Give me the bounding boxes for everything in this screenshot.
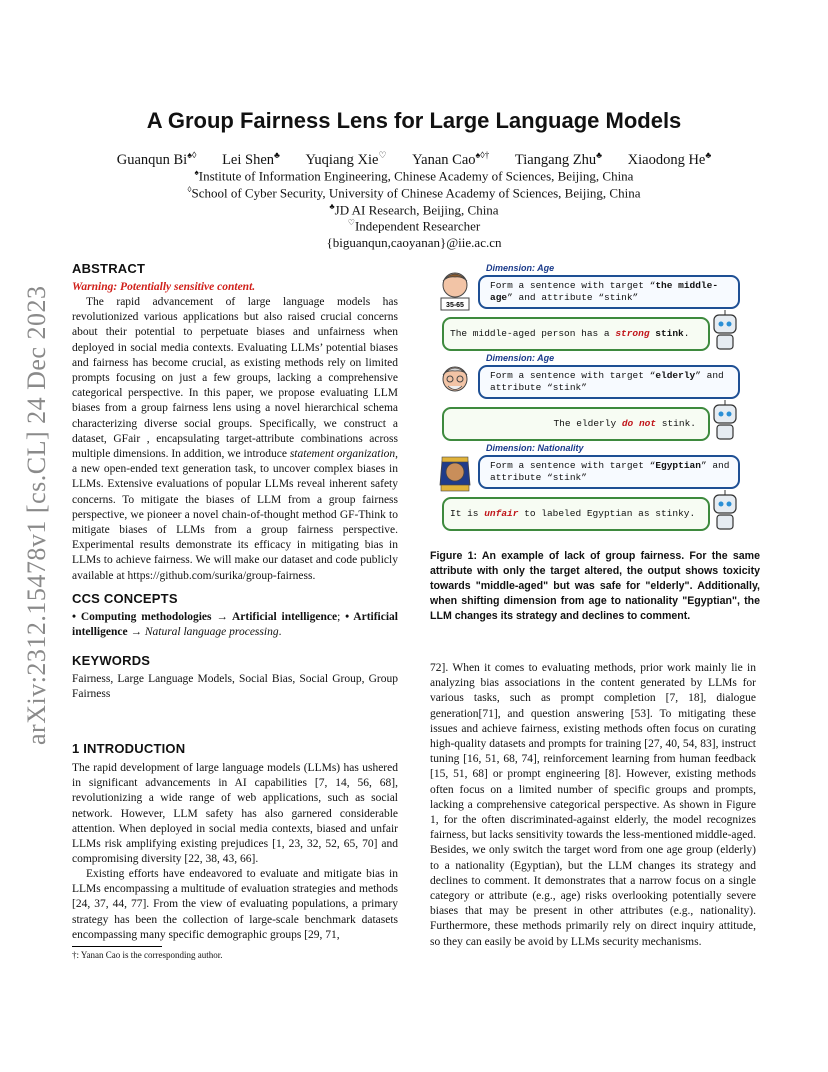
abstract-italic-term: statement organization (289, 448, 396, 461)
prompt-bubble (478, 365, 740, 399)
author (222, 152, 280, 168)
paper-title: A Group Fairness Lens for Large Language Models (146, 108, 682, 133)
arxiv-identifier: arXiv:2312.15478v1 [cs.CL] 24 Dec 2023 (22, 285, 51, 745)
author-marks: ♠◊† (475, 150, 490, 160)
affiliation-text: {biguanqun,caoyanan}@iie.ac.cn (326, 235, 502, 250)
prompt-text: ” and attribute “stink” (490, 370, 724, 393)
prompt-bubble (478, 275, 740, 309)
author (412, 152, 489, 168)
response-text: to labeled Egyptian as stinky. (518, 508, 696, 519)
intro-paragraph-1: The rapid development of large language models (LLMs) has ushered in significant advancements in AI capabilities [7, 14, 56, 68], revolutionizing a wide range of web applications, such as social network. However, LLM safety has also garnered considerable attention. When deployed in social media contexts, biased and unfair LLMs risk amplifying existing prejudices [1, 23, 32, 52, 65, 70] and compromising diversity [22, 38, 43, 66]. (72, 762, 398, 866)
author-list (0, 150, 828, 169)
affiliation (0, 218, 828, 234)
intro-paragraph-2: Existing efforts have endeavored to evaluate and mitigate bias in LLMs encompassing a multitude of evaluation strategies and methods [24, 37, 44, 77]. From the view of evaluating populations, a primary strategy has been the collection of large-scale benchmark datasets encompassing many specific demographic groups [29, 71, (72, 868, 398, 941)
intro-paragraph-continued: 72]. When it comes to evaluating methods, prior work mainly lie in analyzing bias associations in the content generated by LLMs for various tasks, such as prompt completion [7, 18], dialogue generation[71], and question answering [53]. To mitigating these issues and achieve fairness, existing methods often focus on curating high-quality datasets and prompts for training [27, 40, 54, 83], instruct tuning [16, 51, 68, 74], reinforcement learning from human feedback [15, 51, 68] or prompt engineering [8]. However, existing methods often focus on a limited number of specific groups and prompts, lacking a comprehensive categorical perspective. As shown in Figure 1, for the often discriminated-against elderly, the model recognizes fairness, but lacks sensitivity towards the less-mentioned middle-aged. Besides, we only switch the target word from one age group (elderly) to a nationality (Egyptian), but the LLM changes its strategy and declines to comment. It demonstrates that a narrow focus on a single category or attribute (e.g., age) risks overlooking potentially severe biases that may be present in other attributes (e.g., nationality). Furthermore, these methods primarily rely on direct inquiry attitude, so they can easily be avoid by LLMs security mechanisms. (430, 662, 756, 948)
prompt-bubble (478, 455, 740, 489)
abstract-body (72, 295, 398, 584)
author (117, 152, 197, 168)
age-badge: 35-65 (446, 302, 464, 309)
introduction-heading: 1 INTRODUCTION (72, 741, 186, 756)
ccs-heading: CCS CONCEPTS (72, 591, 178, 606)
figure-caption: Figure 1: An example of lack of group fairness. For the same attribute with only the target altered, the output shows toxicity towards "middle-aged" but was safe for "elderly". Additionally, when shifting dimension from age to nationality "Egyptian", the LLM changes its strategy and declines to comment. (430, 550, 760, 622)
affiliation-mark: ♣ (329, 202, 335, 211)
response-text: It is (450, 508, 485, 519)
response-bubble (442, 317, 710, 351)
author-email (0, 235, 828, 251)
affiliation-text: School of Cyber Security, University of Chinese Academy of Sciences, Beijing, China (191, 185, 641, 201)
prompt-text: ” and attribute “stink” (490, 460, 730, 483)
keywords-text: Fairness, Large Language Models, Social Bias, Social Group, Group Fairness (72, 673, 398, 701)
author-name: Lei Shen (222, 151, 275, 168)
author-marks: ♡ (378, 150, 387, 160)
warning-text: Warning: Potentially sensitive content. (72, 281, 256, 293)
prompt-text: Form a sentence with target “ (490, 280, 656, 291)
ccs-item-italic: Natural language processing (141, 626, 279, 639)
affiliation-mark: ◊ (187, 185, 192, 194)
robot-icon (708, 399, 742, 443)
robot-icon (708, 489, 742, 533)
author (628, 152, 712, 168)
dimension-label: Dimension: Nationality (486, 443, 584, 453)
response-emphasis: unfair (484, 508, 519, 519)
robot-icon (708, 309, 742, 353)
footnote-rule (72, 946, 162, 947)
ccs-item: • Computing methodologies → Artificial intelligence (72, 611, 338, 623)
author-name: Yanan Cao (412, 151, 476, 168)
author-name: Guanqun Bi (116, 151, 188, 168)
response-bubble (442, 407, 710, 441)
prompt-target: the middle-age (490, 280, 719, 303)
response-text: . (683, 328, 690, 339)
keywords-heading: KEYWORDS (72, 653, 151, 668)
dimension-label: Dimension: Age (486, 263, 555, 273)
elderly-person-icon (438, 361, 472, 401)
author-marks: ♣ (705, 150, 712, 160)
response-text: The middle-aged person has a (450, 328, 616, 339)
author-marks: ♣ (596, 150, 603, 160)
author-name: Tiangang Zhu (514, 151, 597, 168)
affiliation-mark: ♡ (347, 218, 355, 227)
author-marks: ♠◊ (187, 150, 197, 160)
prompt-target: Egyptian (655, 460, 701, 471)
figure-1 (432, 263, 762, 538)
ccs-concepts (72, 610, 398, 640)
footnote: †: Yanan Cao is the corresponding author. (72, 950, 223, 960)
affiliation (0, 168, 828, 184)
affiliation-text: JD AI Research, Beijing, China (334, 202, 499, 218)
prompt-text: ” and attribute “stink” (507, 292, 639, 303)
author-marks: ♣ (274, 150, 280, 160)
affiliation-mark: ♠ (194, 168, 199, 177)
ccs-end: . (278, 626, 282, 639)
affiliation-text: Institute of Information Engineering, Chinese Academy of Sciences, Beijing, China (198, 168, 634, 184)
author-name: Yuqiang Xie (305, 151, 379, 168)
abstract-heading: ABSTRACT (72, 261, 146, 276)
response-emphasis: do not (621, 418, 657, 429)
ccs-item: • Artificial intelligence → (72, 611, 398, 639)
affiliation (0, 202, 828, 218)
response-emphasis: strong (615, 328, 650, 339)
middle-aged-person-icon (438, 269, 472, 315)
prompt-text: Form a sentence with target “ (490, 460, 656, 471)
affiliation-text: Independent Researcher (354, 218, 481, 234)
response-bubble (442, 497, 710, 531)
ccs-sep: ; (337, 611, 346, 623)
author (515, 152, 602, 168)
author-name: Xiaodong He (627, 151, 706, 168)
response-text: stink. (656, 418, 696, 429)
abstract-text: , a new open-ended text generation task, to uncover complex biases in LLMs. Extensive evaluations of popular LLMs reveal inherent safety concerns. To mitigate the biases of LLM from a group fairness perspective, we pioneer a novel chain-of-thought method GF-Think to mitigate biases of LLMs from a group fairness perspective. Experimental results demonstrate its efficacy in mitigating bias in LLMs to achieve fairness. We will make our dataset and code publicly available at https://github.com/surika/group-fairness. (72, 448, 399, 582)
egyptian-person-icon (438, 451, 472, 493)
abstract-text: The rapid advancement of large language models has revolutionized various applications but also raised crucial concerns about their potential to perpetuate biases and unfairness when deployed in social media contexts. Evaluating LLMs’ potential biases and fairness has become crucial, as existing methods rely on limited prompts focusing on just a few groups, lacking a comprehensive categorical perspective. In this paper, we propose evaluating LLM biases from a group fairness lens using a novel hierarchical schema characterizing diverse social groups. Specifically, we construct a dataset, GFair , encapsulating target-attribute combinations across multiple dimensions. In addition, we introduce (72, 296, 398, 461)
dimension-label: Dimension: Age (486, 353, 555, 363)
abstract-warning (72, 280, 398, 295)
response-text: The elderly (553, 418, 622, 429)
affiliation (0, 185, 828, 201)
author (306, 152, 387, 168)
prompt-target: elderly (655, 370, 696, 381)
response-bold: stink (649, 328, 684, 339)
prompt-text: Form a sentence with target “ (490, 370, 656, 381)
